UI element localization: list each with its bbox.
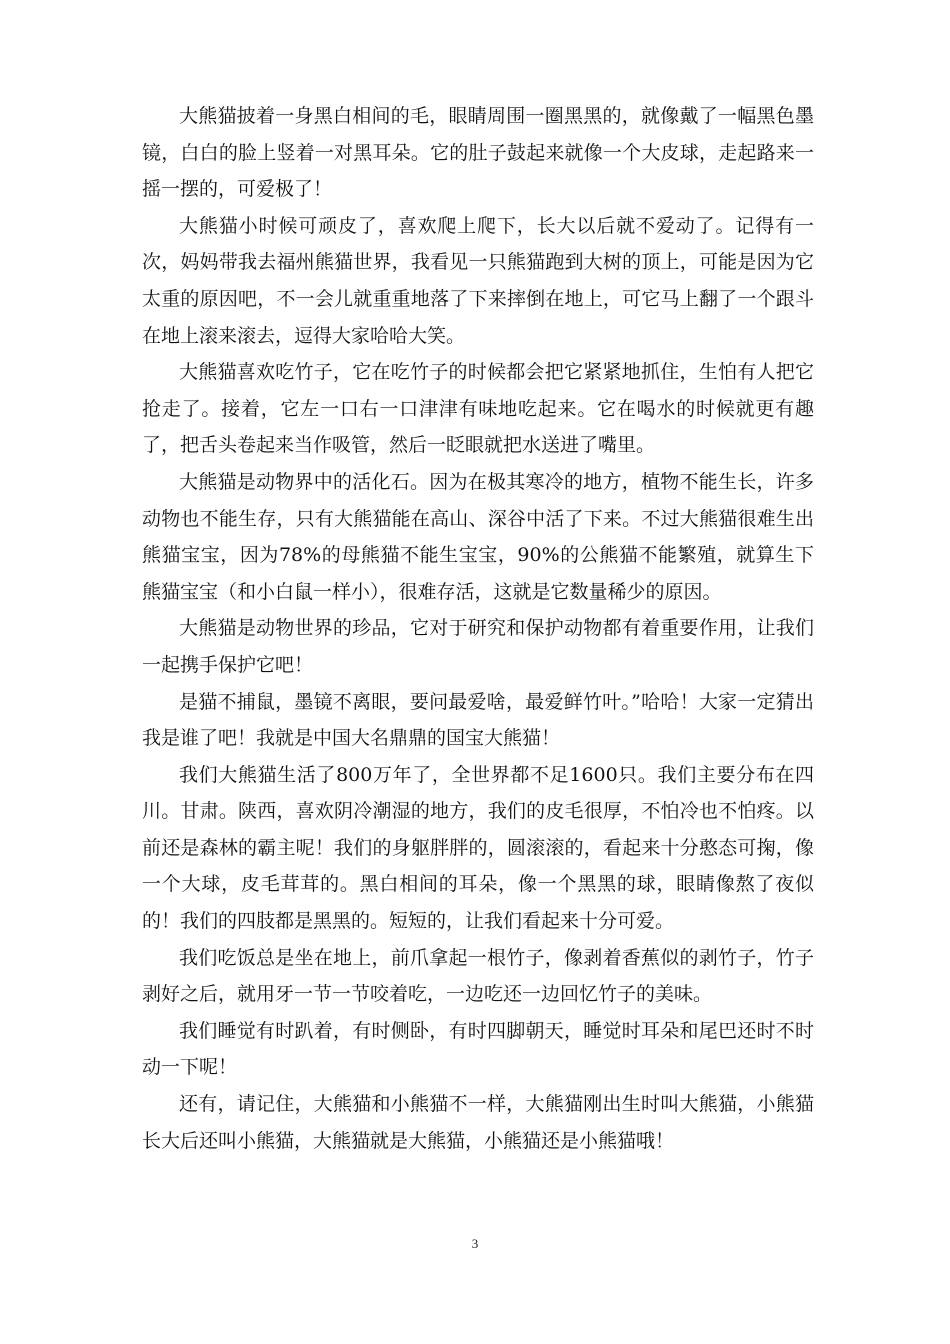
paragraph-7: 我们大熊猫生活了800万年了，全世界都不足1600只。我们主要分布在四川。甘肃。陕西，喜欢阴冷潮湿的地方，我们的皮毛很厚，不怕冷也不怕疼。以前还是森林的霸主呢！我们的身躯胖胖的，圆滚滚的，看起来十分憨态可掬，像一个大球，皮毛茸茸的。黑白相间的耳朵，像一个黑黑的球，眼睛像熬了夜似的！我们的四肢都是黑黑的。短短的，让我们看起来十分可爱。 bbox=[142, 763, 814, 933]
paragraph-5: 大熊猫是动物世界的珍品，它对于研究和保护动物都有着重要作用，让我们一起携手保护它吧！ bbox=[142, 617, 814, 676]
page-number: 3 bbox=[471, 1236, 479, 1251]
paragraph-10: 还有，请记住，大熊猫和小熊猫不一样，大熊猫刚出生时叫大熊猫，小熊猫长大后还叫小熊猫，大熊猫就是大熊猫，小熊猫还是小熊猫哦！ bbox=[142, 1093, 814, 1152]
paragraph-4: 大熊猫是动物界中的活化石。因为在极其寒冷的地方，植物不能生长，许多动物也不能生存，只有大熊猫能在高山、深谷中活了下来。不过大熊猫很难生出熊猫宝宝，因为78%的母熊猫不能生宝宝，90%的公熊猫不能繁殖，就算生下熊猫宝宝（和小白鼠一样小），很难存活，这就是它数量稀少的原因。 bbox=[142, 470, 814, 603]
paragraph-3: 大熊猫喜欢吃竹子，它在吃竹子的时候都会把它紧紧地抓住，生怕有人把它抢走了。接着，它左一口右一口津津有味地吃起来。它在喝水的时候就更有趣了，把舌头卷起来当作吸管，然后一眨眼就把水送进了嘴里。 bbox=[142, 361, 814, 457]
paragraph-6: 是猫不捕鼠，墨镜不离眼，要问最爱啥，最爱鲜竹叶。”哈哈！大家一定猜出我是谁了吧！我就是中国大名鼎鼎的国宝大熊猫！ bbox=[142, 690, 814, 750]
paragraph-2: 大熊猫小时候可顽皮了，喜欢爬上爬下，长大以后就不爱动了。记得有一次，妈妈带我去福州熊猫世界，我看见一只熊猫跑到大树的顶上，可能是因为它太重的原因吧，不一会儿就重重地落了下来摔倒在地上，可它马上翻了一个跟斗在地上滚来滚去，逗得大家哈哈大笑。 bbox=[142, 214, 814, 347]
paragraph-8: 我们吃饭总是坐在地上，前爪拿起一根竹子，像剥着香蕉似的剥竹子，竹子剥好之后，就用牙一节一节咬着吃，一边吃还一边回忆竹子的美味。 bbox=[142, 946, 814, 1006]
paragraph-9: 我们睡觉有时趴着，有时侧卧，有时四脚朝天，睡觉时耳朵和尾巴还时不时动一下呢！ bbox=[142, 1019, 814, 1079]
paragraph-1: 大熊猫披着一身黑白相间的毛，眼睛周围一圈黑黑的，就像戴了一幅黑色墨镜，白白的脸上竖着一对黑耳朵。它的肚子鼓起来就像一个大皮球，走起路来一摇一摆的，可爱极了！ bbox=[142, 105, 814, 201]
body-text bbox=[142, 98, 814, 1159]
